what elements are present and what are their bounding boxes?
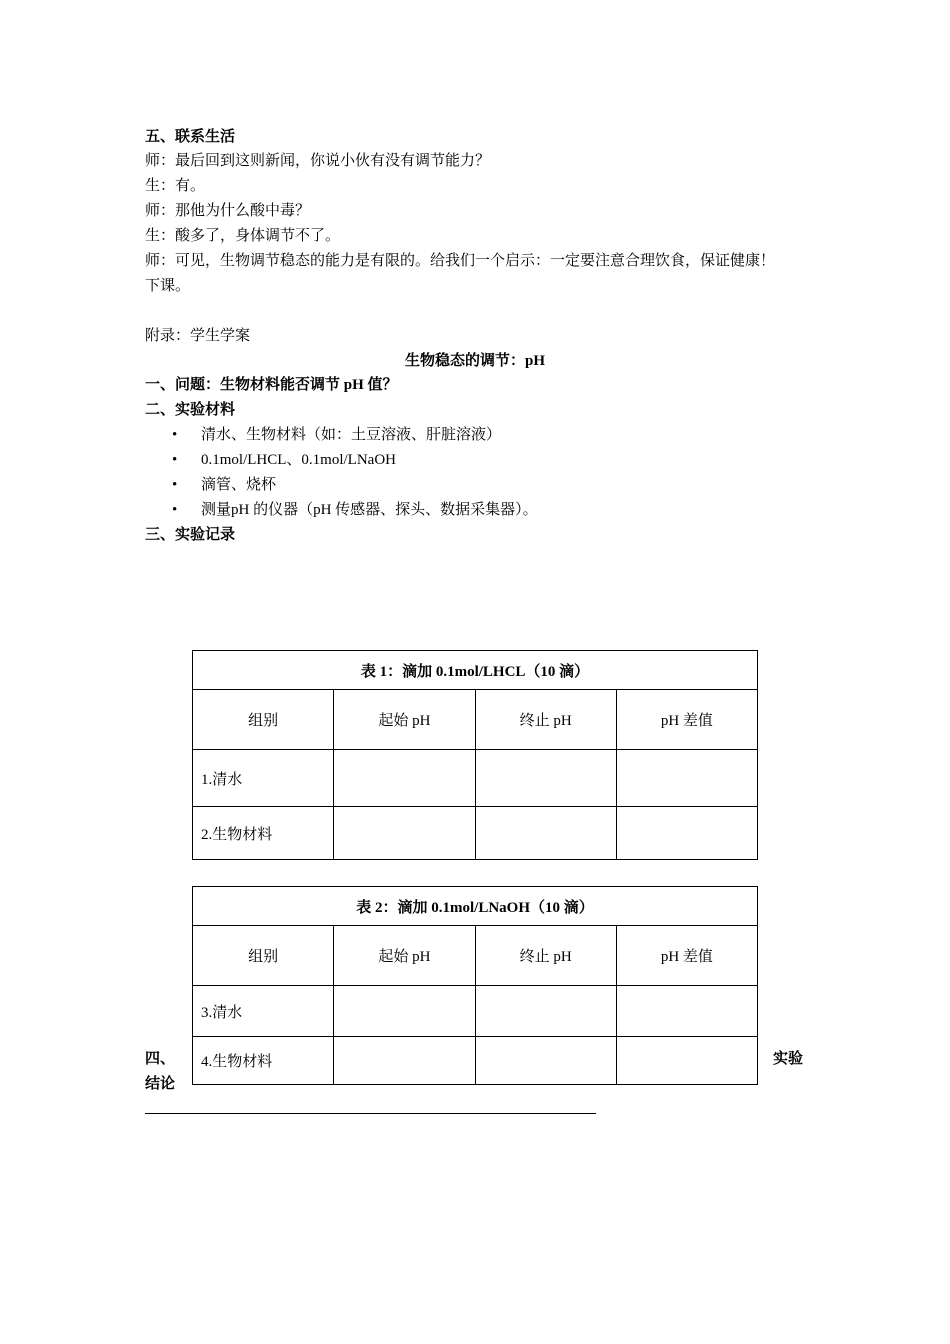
material-item: 测量pH 的仪器（pH 传感器、探头、数据采集器）。: [201, 502, 538, 518]
empty-cell: [616, 1037, 757, 1085]
table-row: [193, 1037, 758, 1085]
row-label: 1.清水: [193, 750, 334, 807]
row-label: 3.清水: [193, 986, 334, 1037]
dialogue-line: 下课。: [145, 278, 191, 294]
table-row: [193, 750, 758, 807]
empty-cell: [475, 986, 616, 1037]
conclusion-heading-right: 实验: [773, 1051, 804, 1067]
table-row: [193, 807, 758, 860]
row-label: 4.生物材料: [193, 1037, 334, 1085]
conclusion-heading-second: 结论: [145, 1076, 176, 1092]
material-item: 0.1mol/LHCL、0.1mol/LNaOH: [201, 452, 396, 468]
dialogue-line: 师：可见，生物调节稳态的能力是有限的。给我们一个启示：一定要注意合理饮食，保证健康！: [145, 253, 776, 269]
bullet-icon: •: [172, 477, 178, 493]
dialogue-line: 生：酸多了，身体调节不了。: [145, 228, 341, 244]
empty-cell: [616, 750, 757, 807]
worksheet-title: 生物稳态的调节：pH: [404, 353, 545, 369]
record-heading: 三、实验记录: [145, 527, 236, 543]
empty-cell: [475, 807, 616, 860]
bullet-icon: •: [172, 502, 178, 518]
question-heading: 一、问题：生物材料能否调节 pH 值？: [145, 377, 398, 393]
hcl-record-table: [192, 650, 758, 860]
empty-cell: [475, 750, 616, 807]
material-item: 清水、生物材料（如：土豆溶液、肝脏溶液）: [201, 427, 502, 443]
section-heading-5: 五、联系生活: [145, 129, 236, 145]
naoh-record-table: [192, 886, 758, 1085]
row-label: 2.生物材料: [193, 807, 334, 860]
conclusion-blank-line: [145, 1113, 596, 1114]
conclusion-heading-left: 四、: [145, 1051, 176, 1067]
column-header: 组别: [193, 926, 334, 986]
empty-cell: [334, 750, 475, 807]
empty-cell: [334, 807, 475, 860]
appendix-label: 附录：学生学案: [145, 328, 251, 344]
column-header: pH 差值: [616, 690, 757, 750]
column-header: 终止 pH: [475, 690, 616, 750]
table-caption: 表 2：滴加 0.1mol/LNaOH（10 滴）: [193, 887, 758, 926]
column-header: 起始 pH: [334, 926, 475, 986]
column-header: pH 差值: [616, 926, 757, 986]
dialogue-line: 生：有。: [145, 178, 206, 194]
bullet-icon: •: [172, 452, 178, 468]
column-header: 终止 pH: [475, 926, 616, 986]
material-item: 滴管、烧杯: [201, 477, 277, 493]
empty-cell: [475, 1037, 616, 1085]
materials-heading: 二、实验材料: [145, 402, 236, 418]
table-caption: 表 1：滴加 0.1mol/LHCL（10 滴）: [193, 651, 758, 690]
column-header: 起始 pH: [334, 690, 475, 750]
table-row: [193, 986, 758, 1037]
dialogue-line: 师：那他为什么酸中毒？: [145, 203, 311, 219]
column-header: 组别: [193, 690, 334, 750]
empty-cell: [616, 807, 757, 860]
empty-cell: [334, 986, 475, 1037]
empty-cell: [616, 986, 757, 1037]
bullet-icon: •: [172, 427, 178, 443]
dialogue-line: 师：最后回到这则新闻，你说小伙有没有调节能力？: [145, 153, 491, 169]
empty-cell: [334, 1037, 475, 1085]
